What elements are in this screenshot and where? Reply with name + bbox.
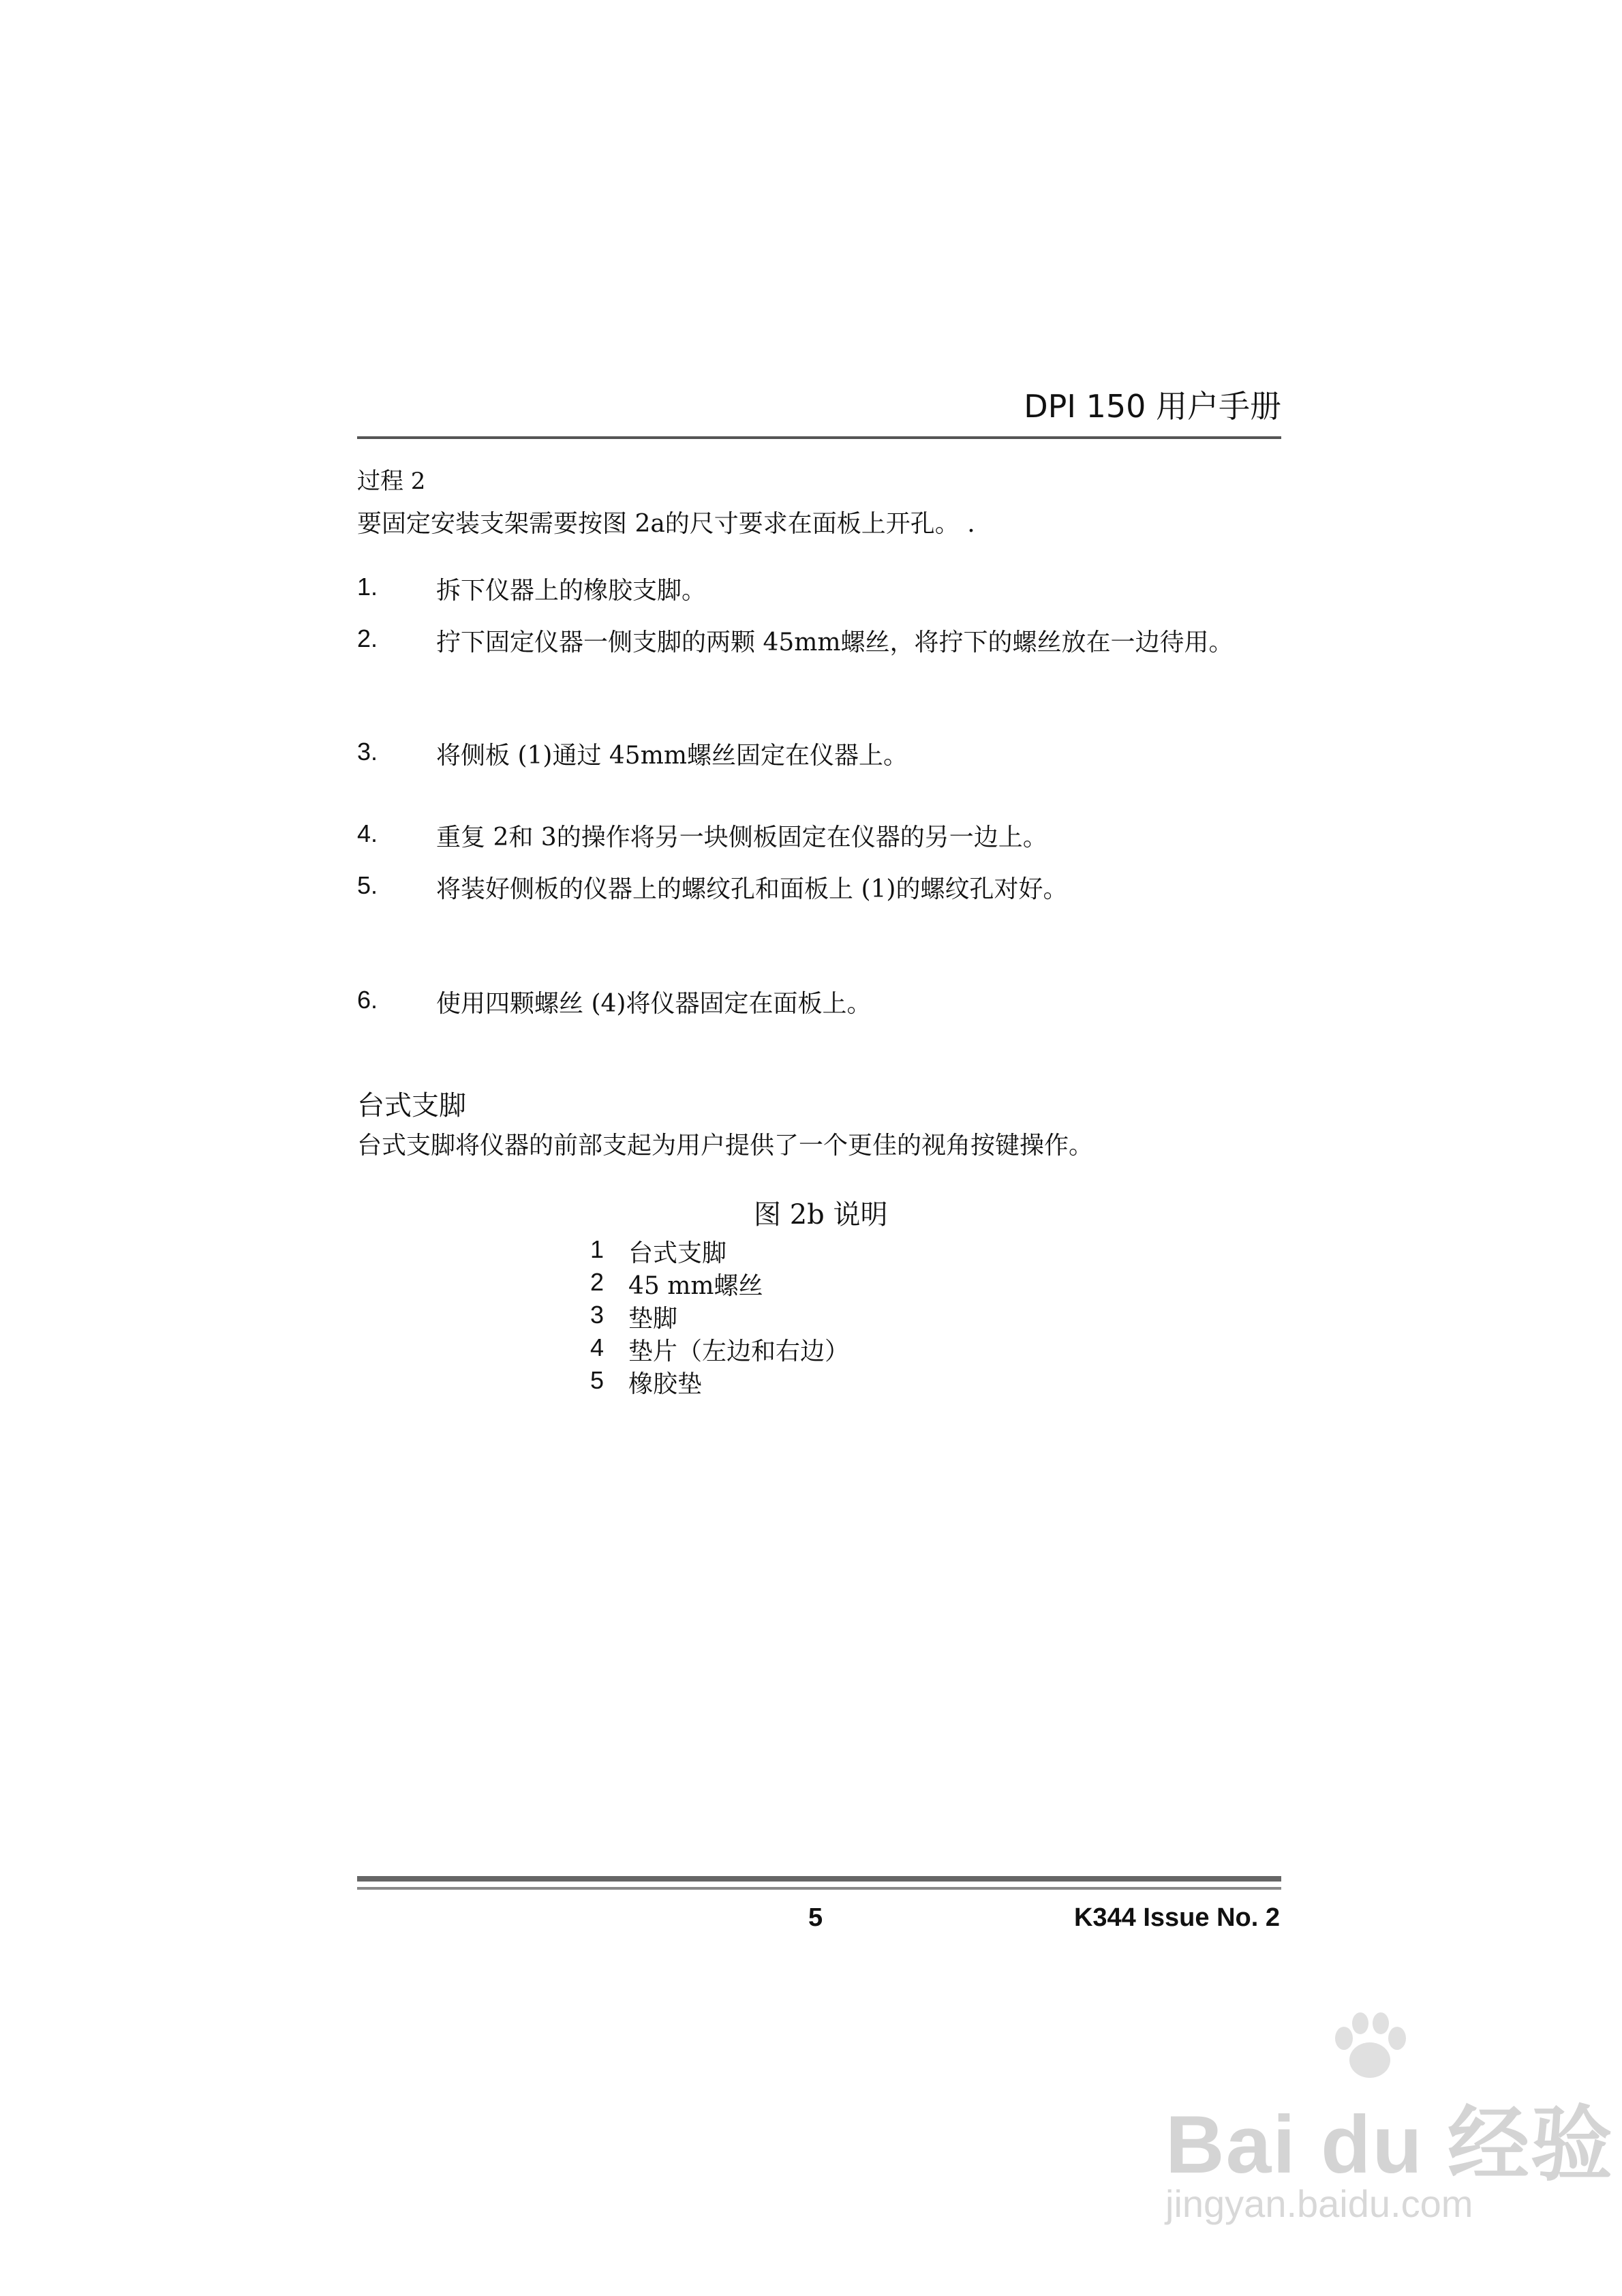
paw-icon	[1329, 2011, 1411, 2086]
section-title: 台式支脚	[357, 1090, 466, 1121]
step-number: 2.	[357, 624, 378, 652]
header-rule	[357, 436, 1281, 439]
step-text: 重复 2和 3的操作将另一块侧板固定在仪器的另一边上。	[436, 824, 1047, 851]
legend-item-text: 垫片（左边和右边）	[628, 1338, 850, 1365]
step-text: 使用四颗螺丝 (4)将仪器固定在面板上。	[436, 990, 872, 1018]
procedure-title: 过程 2	[357, 468, 426, 495]
step-number: 5.	[357, 871, 378, 899]
legend-item-number: 3	[590, 1301, 605, 1329]
header-title: DPI 150 用户手册	[1024, 388, 1281, 425]
footer-rule	[357, 1887, 1281, 1890]
footer-rule	[357, 1876, 1281, 1882]
step-text: 将侧板 (1)通过 45mm螺丝固定在仪器上。	[436, 742, 908, 770]
step-text: 拆下仪器上的橡胶支脚。	[436, 577, 707, 605]
step-number: 4.	[357, 819, 378, 847]
step-number: 6.	[357, 986, 378, 1014]
step-text: 拧下固定仪器一侧支脚的两颗 45mm螺丝，将拧下的螺丝放在一边待用。	[436, 629, 1234, 656]
legend-item-number: 4	[590, 1333, 605, 1361]
legend-item-number: 5	[590, 1366, 605, 1394]
page-number: 5	[808, 1903, 823, 1932]
watermark-logo: Bai du 经验	[1165, 2099, 1615, 2190]
legend-item-text: 垫脚	[628, 1305, 678, 1333]
legend-item-text: 橡胶垫	[628, 1370, 703, 1398]
watermark-url: jingyan.baidu.com	[1165, 2182, 1473, 2225]
legend-title: 图 2b 说明	[754, 1199, 888, 1230]
step-text: 将装好侧板的仪器上的螺纹孔和面板上 (1)的螺纹孔对好。	[436, 875, 1068, 903]
step-number: 3.	[357, 738, 378, 766]
legend-item-number: 1	[590, 1235, 605, 1263]
document-id: K344 Issue No. 2	[1073, 1903, 1280, 1932]
legend-item-text: 台式支脚	[628, 1239, 727, 1267]
step-number: 1.	[357, 573, 378, 601]
procedure-intro: 要固定安装支架需要按图 2a的尺寸要求在面板上开孔。 .	[357, 510, 975, 538]
section-body: 台式支脚将仪器的前部支起为用户提供了一个更佳的视角按键操作。	[357, 1132, 1094, 1160]
legend-item-text: 45 mm螺丝	[628, 1272, 763, 1300]
legend-item-number: 2	[590, 1268, 605, 1296]
